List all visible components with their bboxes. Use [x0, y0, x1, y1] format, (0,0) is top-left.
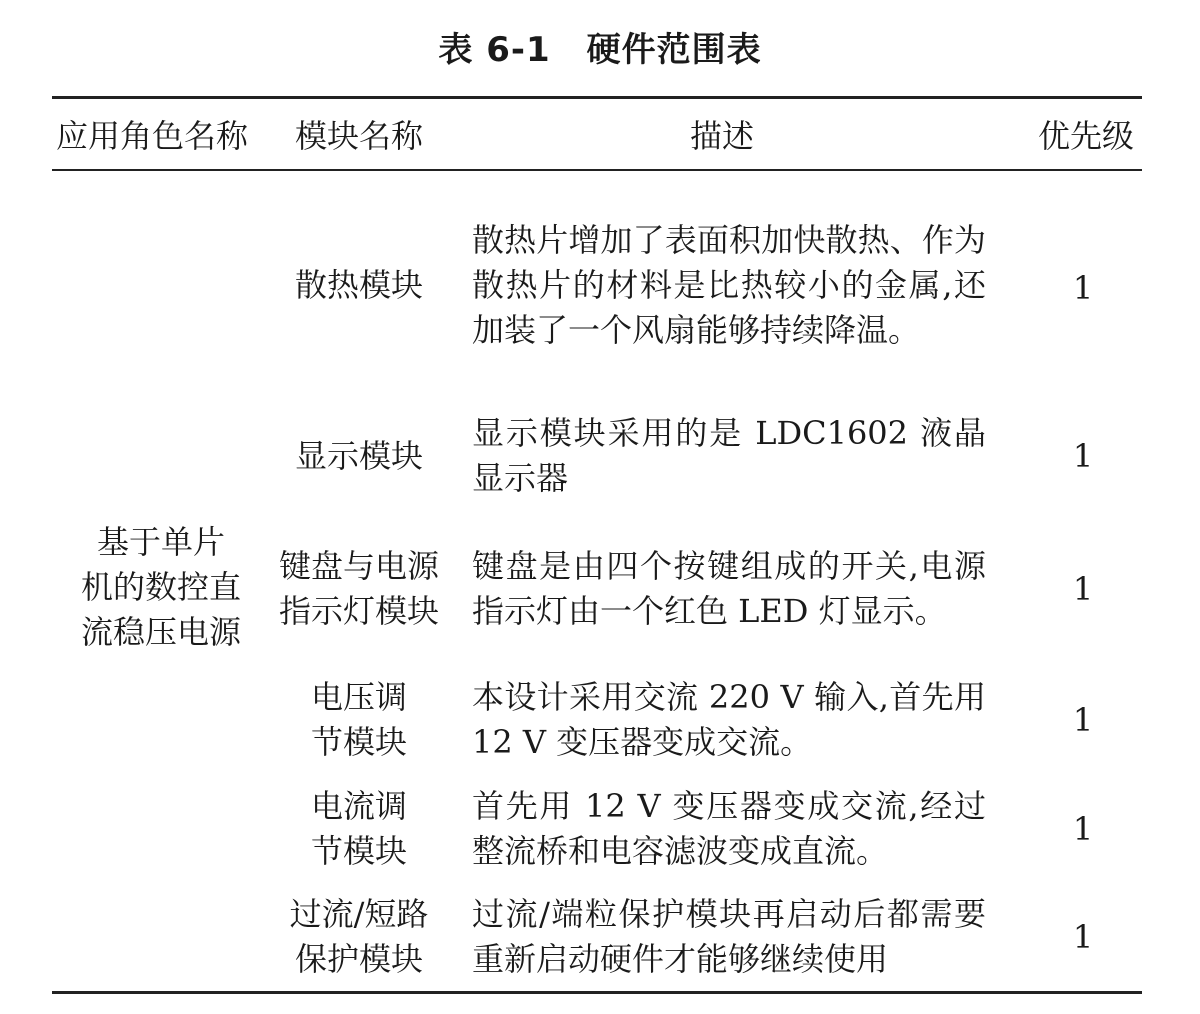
module-name-cell — [270, 665, 448, 775]
header-role-name: 应用角色名称 — [56, 117, 249, 155]
priority-cell: 1 — [1072, 700, 1094, 739]
module-name-cell — [270, 513, 448, 665]
header-module-name: 模块名称 — [294, 117, 423, 155]
role-name-line: 机的数控直 — [80, 567, 241, 606]
role-name-line: 基于单片 — [96, 522, 225, 561]
priority-cell: 1 — [1072, 268, 1094, 307]
module-name-line: 保护模块 — [294, 940, 423, 978]
description-cell: 过流/端粒保护模块再启动后都需要重新启动硬件才能够继续使用 — [472, 895, 986, 978]
module-name-line: 过流/短路 — [289, 895, 429, 933]
role-name-cell — [52, 170, 270, 993]
priority-cell: 1 — [1072, 436, 1094, 475]
module-name-line: 指示灯模块 — [278, 592, 439, 630]
module-name-cell — [270, 399, 448, 513]
module-name-line: 显示模块 — [294, 436, 423, 475]
module-name-cell — [270, 775, 448, 883]
table-caption — [0, 24, 1200, 76]
priority-cell: 1 — [1072, 917, 1094, 956]
description-cell: 本设计采用交流 220 V 输入,首先用 12 V 变压器变成交流。 — [472, 678, 986, 761]
module-name-cell — [270, 170, 448, 399]
priority-cell: 1 — [1072, 569, 1094, 608]
table-title: 硬件范围表 — [586, 30, 762, 70]
module-name-line: 电流调 — [310, 787, 407, 825]
priority-cell: 1 — [1072, 809, 1094, 848]
header-description: 描述 — [689, 117, 754, 155]
header-priority: 优先级 — [1037, 117, 1134, 155]
module-name-line: 节模块 — [310, 832, 407, 870]
table-row — [52, 170, 1142, 399]
role-name-line: 流稳压电源 — [80, 612, 241, 651]
description-cell: 键盘是由四个按键组成的开关,电源指示灯由一个红色 LED 灯显示。 — [472, 547, 986, 630]
module-name-line: 键盘与电源 — [278, 547, 439, 585]
header-row — [52, 98, 1142, 171]
table-number: 表 6-1 — [438, 30, 551, 70]
hardware-scope-table — [52, 96, 1142, 994]
description-cell: 首先用 12 V 变压器变成交流,经过整流桥和电容滤波变成直流。 — [472, 787, 986, 870]
description-cell: 散热片增加了表面积加快散热、作为散热片的材料是比热较小的金属,还加装了一个风扇能够持续降温。 — [472, 220, 986, 349]
module-name-line: 节模块 — [310, 723, 407, 761]
description-cell: 显示模块采用的是 LDC1602 液晶显示器 — [472, 414, 986, 497]
module-name-line: 电压调 — [310, 678, 407, 716]
module-name-line: 散热模块 — [294, 265, 423, 304]
module-name-cell — [270, 883, 448, 993]
